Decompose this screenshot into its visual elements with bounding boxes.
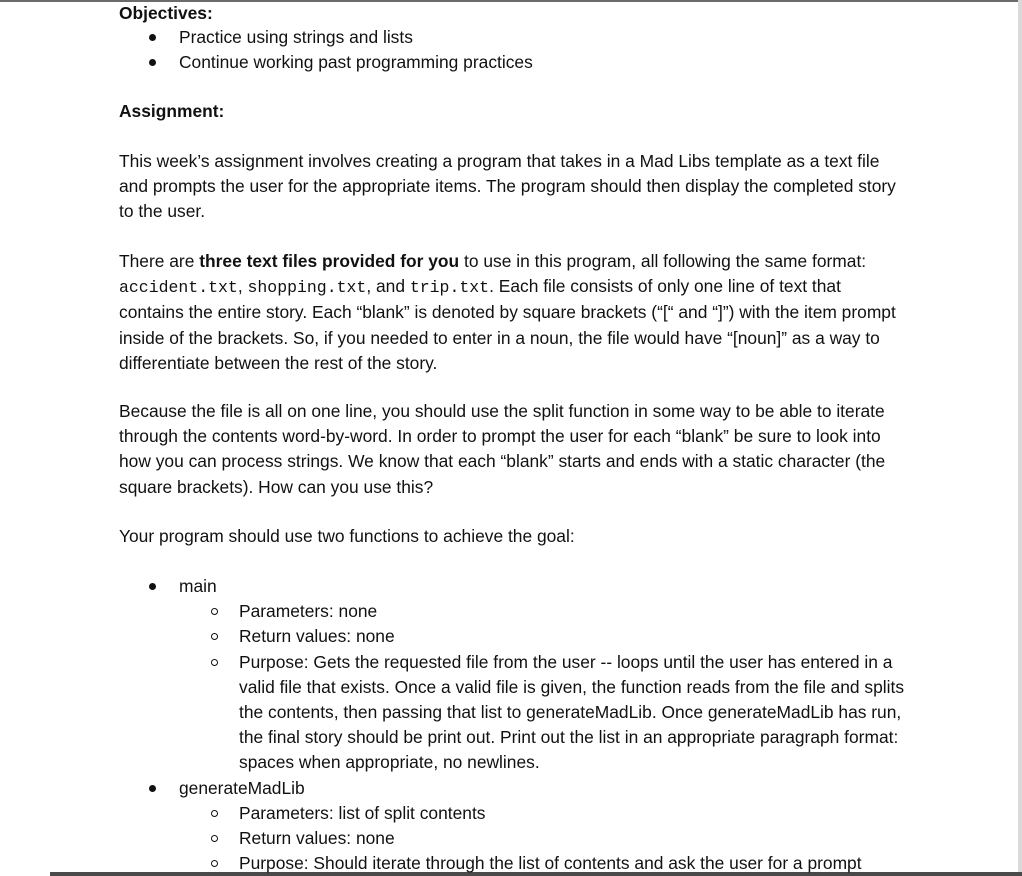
bullet-icon [149, 785, 156, 792]
assignment-paragraph-3: Because the file is all on one line, you should use the split function in some way to be able to iterate through the contents word-by-word. In order to prompt the user for each “blank” be sure to look into how you can process strings. We know that each “blank” starts and ends with a static character (the square brackets). How can you use this? [119, 401, 886, 497]
list-item: Practice using strings and lists [119, 25, 919, 50]
hollow-bullet-icon [211, 608, 218, 615]
assignment-paragraph-4: Your program should use two functions to achieve the goal: [119, 526, 575, 546]
bullet-icon [149, 34, 156, 41]
list-item: Purpose: Gets the requested file from the user -- loops until the user has entered in a valid file that exists. Once a valid file is given, the function reads from the file and splits the contents, then passing that list to generateMadLib. Once generateMadLib has run, the final story should be print out. Print out the list in an appropriate paragraph format: spaces when appropriate, no newlines. [119, 650, 919, 776]
bullet-icon [149, 583, 156, 590]
hollow-bullet-icon [211, 659, 218, 666]
hollow-bullet-icon [211, 860, 218, 867]
list-item: Parameters: none [119, 599, 919, 624]
list-item: Continue working past programming practices [119, 50, 919, 75]
page-right-border [1018, 0, 1022, 876]
assignment-paragraph-2: There are three text files provided for you to use in this program, all following the same format: accident.txt, shopping.txt, and trip.txt. Each file consists of only one line of text that contains the entire story. Each “blank” is denoted by square brackets (“[“ and “]”) with the item prompt inside of the brackets. So, if you needed to enter in a noun, the file would have “[noun]” as a way to differentiate between the rest of the story. [119, 251, 896, 373]
hollow-bullet-icon [211, 835, 218, 842]
function-item-main: main [119, 574, 919, 599]
hollow-bullet-icon [211, 810, 218, 817]
list-item: Return values: none [119, 826, 919, 851]
filename-shopping: shopping.txt [247, 278, 367, 298]
list-item: Return values: none [119, 624, 919, 649]
objectives-list [119, 25, 919, 75]
objectives-heading: Objectives: [119, 3, 213, 23]
list-item: Purpose: Should iterate through the list of contents and ask the user for a prompt [119, 851, 919, 876]
assignment-paragraph-1: This week’s assignment involves creating a program that takes in a Mad Libs template as a text file and prompts the user for the appropriate items. The program should then display the completed story to the user. [119, 151, 896, 222]
hollow-bullet-icon [211, 633, 218, 640]
filename-trip: trip.txt [409, 278, 490, 298]
function-item-generate-madlib: generateMadLib [119, 776, 919, 801]
functions-list [119, 574, 919, 876]
filename-accident: accident.txt [119, 278, 238, 298]
assignment-heading: Assignment: [119, 101, 225, 121]
bullet-icon [149, 59, 156, 66]
bold-phrase: three text files provided for you [199, 251, 460, 271]
list-item: Parameters: list of split contents [119, 801, 919, 826]
